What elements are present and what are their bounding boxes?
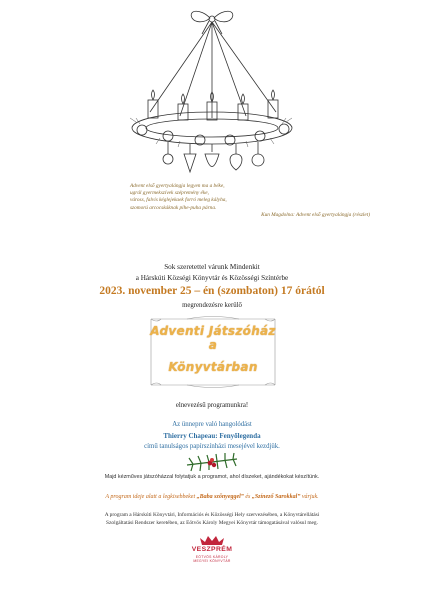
invite-line-1: Sok szeretettel várunk Mindenkit bbox=[164, 263, 260, 271]
invite-line-3: megrendezésre kerülő bbox=[182, 302, 242, 309]
footer-line-1: A program a Hárskúti Könyvtári, Információs és Közösségi Hely szervezésében, a Könyvtárellátási bbox=[104, 512, 320, 518]
kids-text-mid: és bbox=[243, 494, 252, 500]
event-title-line-2: Könyvtárban bbox=[168, 360, 258, 374]
blue-line-3: című tanulságos papírszínházi mesejével kezdjük. bbox=[144, 443, 280, 450]
program-named: elnevezésű programunkra! bbox=[175, 402, 249, 409]
kids-corner-text bbox=[0, 494, 424, 500]
poem-line: ugrál gyermekszívek szépremény éke, bbox=[130, 190, 209, 197]
coloring-corner-label: „Színező Sarokkal” bbox=[251, 494, 301, 500]
craft-text: Majd kézműves játszóházzal folytatjuk a programot, ahol díszeket, ajándékokat készítünk. bbox=[104, 474, 320, 480]
kids-text-pre: A program ideje alatt a legkisebbeket bbox=[105, 494, 197, 500]
logo-name: VESZPRÉM bbox=[191, 546, 233, 553]
footer-line-2: Szolgáltatási Rendszer keretében, az Eötvös Károly Megyei Könyvtár támogatásával valósul meg. bbox=[106, 520, 318, 526]
poem-line: Advent első gyertyalángja legyen ma a béke, bbox=[130, 183, 225, 189]
baby-carpet-label: „Baba szőnyeggel” bbox=[196, 494, 244, 500]
kids-text-post: várjuk. bbox=[300, 494, 319, 500]
pine-sprig-icon bbox=[183, 451, 241, 473]
event-date: 2023. november 25 – én (szombaton) 17 órától bbox=[99, 285, 325, 297]
event-title-line-1: Adventi Játszóház a bbox=[150, 324, 276, 352]
logo-sub-1: EÖTVÖS KÁROLY bbox=[195, 555, 229, 559]
poem-author: Kun Magdolna: Advent első gyertyalángja (részlet) bbox=[261, 211, 370, 218]
advent-wreath-illustration bbox=[110, 4, 314, 184]
logo-sub-2: MEGYEI KÖNYVTÁR bbox=[193, 559, 231, 563]
poem-line: szomorú arcocskáknak pihe-puha párna. bbox=[130, 204, 217, 211]
blue-line-1: Az ünnepre való hangolódást bbox=[172, 421, 252, 428]
story-title: Thierry Chapeau: Fenyőlegenda bbox=[163, 432, 261, 440]
footer-text bbox=[0, 511, 424, 527]
advent-poem bbox=[130, 183, 370, 219]
poem-line: váross, falvis kéglejekaek forró meleg kályha, bbox=[130, 197, 227, 204]
invite-line-2: a Hárskúti Községi Könyvtár és Közösségi Színtérbe bbox=[135, 274, 289, 282]
